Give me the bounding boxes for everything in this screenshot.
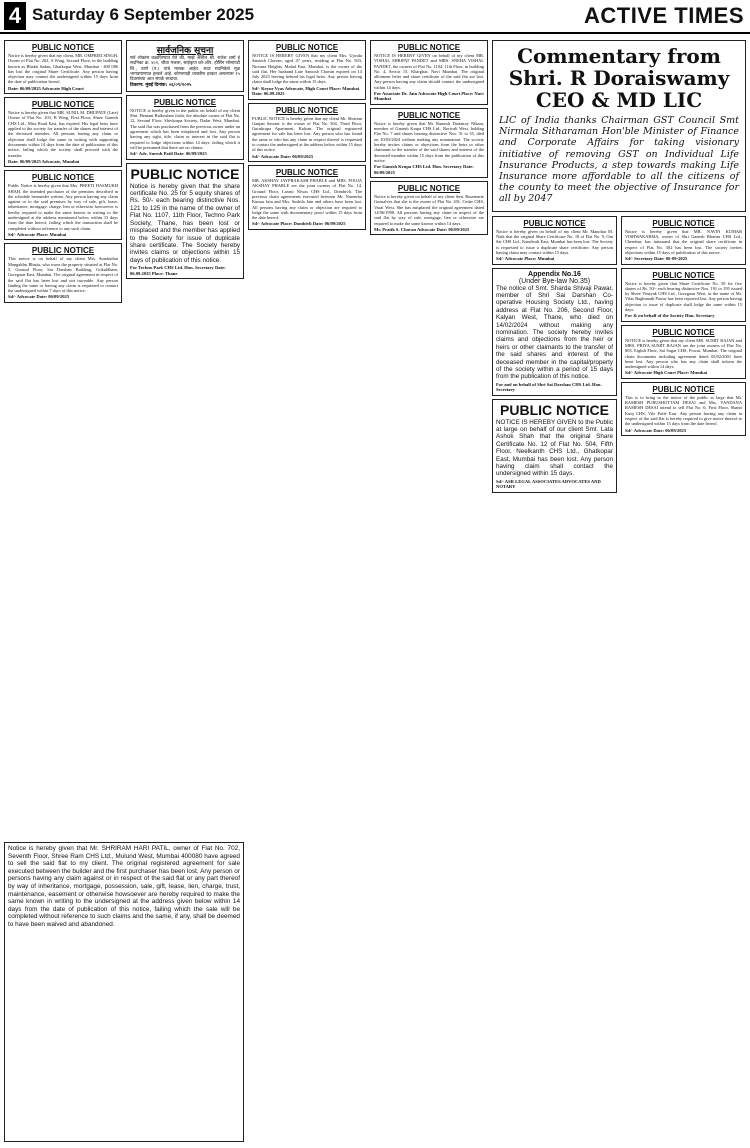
public-notice: [621, 216, 746, 265]
notice-body: Notice is hereby given that Mr. Ramesh Dattatray Nikam, member of Ganesh Krupa CHS Ltd., Borivali West, holding Flat No. 7 and shares bearing distinctive Nos. 31 to 35, died on 10/03/2024 without making any nomination. The society hereby invites claims or objections from the heirs or other claimants to the transfer of the said shares and interest of the deceased member within 15 days from the publication of this notice.: [374, 120, 484, 163]
commentary-designation: CEO & MD LIC: [535, 88, 703, 112]
public-notice: [4, 243, 122, 302]
notice-signature: For Associate Dr. Jain Advocate High Court Place: Navi Mumbai: [374, 91, 484, 102]
notice-title: PUBLIC NOTICE: [652, 327, 715, 337]
notice-body: This is to bring to the notice of the public at large that Mr. RAMESH PURUSHOTTAM DESAI and Mrs. VANDANA RAMESH DESAI intend to sell Flat No. 6, First Floor, Shanti Kunj CHS, Vile Parle East. Any person having any claim in respect of the said flat is hereby required to give notice thereof to the undersigned within 15 days from the date hereof.: [625, 394, 742, 427]
notice-title: PUBLIC NOTICE: [31, 246, 95, 256]
notice-body: NOTICE is hereby given that my client MR. SUMIT RAJAN and MRS. PRIYA SUMIT RAJAN are the joint owners of Flat No. 803, Eighth Floor, Sai Sagar CHS, Powai, Mumbai. The original chain documents including agreement dated 05/02/2001 have been lost. Any person who has any claim shall inform the undersigned within 14 days.: [625, 337, 742, 370]
notice-signature: Sd/- Advocate Place: Mumbai: [496, 256, 555, 262]
public-notice: [621, 382, 746, 436]
notice-body: Notice is hereby given that MR. SUNIL M. DHUPATE (Late) Owner of Flat No. 103, B Wing, First Floor, Shree Ganesh CHS Ltd., Mira Road East, has expired. His legal heirs have applied to the society for transfer of the shares and interest of the deceased member. All persons having any claim or objection shall lodge the same in writing with supporting documents within 14 days from the date of publication of this notice, failing which the society shall proceed with the transfer.: [8, 110, 118, 158]
hindi-public-notice: [126, 40, 244, 92]
notice-body: Notice is hereby given that Share Certificate No. 39 for five shares of Rs. 50/- each bearing distinctive Nos. 191 to 195 issued by Shree Vinayak CHS Ltd., Goregaon West, in the name of Mr. Vilas Raghunath Pawar has been reported lost. Any person having objection to issue of duplicate shall lodge the same within 15 days.: [625, 280, 742, 312]
notice-title: PUBLIC NOTICE: [31, 173, 95, 183]
notice-signature: Sd/- Advocate Date: 06/09/2025: [625, 427, 687, 433]
notice-signature: Sd/- Advocate High Court Place: Mumbai: [625, 370, 708, 376]
appendix-notice: [492, 268, 617, 396]
issue-date: Saturday 6 September 2025: [32, 5, 255, 24]
notice-body: Notice is hereby given on behalf of my client Smt. Rosemarie Gonsalves that she is the owner of Flat No. 201, Cedar CHS, Vasai West. She has misplaced the original agreement dated 12/06/1998. All persons having any claim in respect of the said flat by way of sale, mortgage, lien or otherwise are required to make the same known within 14 days.: [374, 194, 484, 226]
masthead: [0, 0, 750, 34]
notice-signature: Sd/- Secretary Date: 06-09-2025: [625, 256, 688, 262]
notice-body: MR. AKSHAY JAYPRAKASH PHARLE and MRS. POOJA AKSHAY PHARLE are the joint owners of Flat No. 14, Ground Floor, Laxmi Niwas CHS Ltd., Dombivli. The previous chain agreements executed between Mr. Narendra Kumar Jain and Mrs. Sushila Jain and others have been lost. All persons having any claim or objection are required to lodge the same with documentary proof within 15 days from the date hereof.: [252, 178, 362, 221]
sub-column-left: [492, 216, 617, 496]
column-4: [370, 40, 488, 238]
notice-body: NOTICE is hereby given to the public on behalf of my client Shri. Hemant Balkrishna Joshi, the absolute owner of Flat No. 12, Second Floor, Shivkrupa Society, Dadar West, Mumbai. The said flat was purchased from the previous owner under an agreement which has been misplaced and lost. Any person having any right, title, claim or interest in the said flat is required to lodge objections within 14 days, failing which it will be presumed that there are no claims.: [130, 107, 240, 150]
page-number: 4: [4, 2, 26, 30]
lic-commentary-box: [492, 40, 746, 212]
notice-title: PUBLIC NOTICE: [397, 184, 461, 194]
notice-signature: Sd/- Advocate Date: 06/09/2025: [252, 153, 314, 159]
notice-signature: Sd/- Advocate Date: 06/09/2025: [8, 294, 70, 300]
public-notice: [4, 97, 122, 167]
notice-title: सार्वजनिक सूचना: [156, 46, 214, 56]
notice-title: PUBLIC NOTICE: [652, 218, 715, 228]
public-notice: [248, 165, 366, 230]
notice-body: NOTICE IS HEREBY GIVEN on behalf of my client MR. VISHAL SHRIPAT PANDET and MRS. SNEHA VISHAL PANDET, the owners of Flat No. 1104, 11th Floor, in building No. 4, Sector 15, Kharghar, Navi Mumbai. The original allotment letter and share certificate of the said flat are lost. Any person having any claim should contact the undersigned within 14 days.: [374, 53, 484, 90]
notice-signature: Sd/- Advocate Place: Dombivli Date: 06/09/2025: [252, 221, 346, 227]
notice-signature: For Techno Park CHS Ltd. Hon. Secretary Date: 06.09.2025 Place: Thane: [130, 265, 226, 276]
notice-title: PUBLIC NOTICE: [275, 105, 339, 115]
notice-title: PUBLIC NOTICE: [31, 43, 95, 52]
column-2: [126, 40, 244, 282]
notice-signature: Date: 06/09/2025 Advocate, Mumbai: [8, 158, 80, 164]
commentary-text: LIC of India thanks Chairman GST Council Smt Nirmala Sitharaman Hon'ble Minister of Finance and Corporate Affairs for taking visionary initiative of removing GST on Individual Life Insurance Products, a step towards making Life Insurance more affordable to all the citizens of the county to meet the objective of Insurance for all by 2047: [499, 115, 739, 205]
notice-title: PUBLIC NOTICE: [275, 43, 339, 52]
notice-signature: Date: 06/09/2025 Advocate High Court: [8, 85, 84, 91]
notice-signature: Mr. Pratik S. Chavan Advocate Date: 06/09/2025: [374, 226, 470, 232]
notice-signature: Sd/- Keyur Vyas Advocate, High Court Place: Mumbai Date: 06.09.2025: [252, 85, 360, 97]
appendix-subtitle: (Under Bye-law No.35): [518, 277, 591, 285]
notice-title: PUBLIC NOTICE: [523, 218, 586, 228]
notice-title: PUBLIC NOTICE: [130, 165, 240, 182]
notice-body: Notice is hereby given that my client, MR. OMPRIEI SINGH, Owner of Flat No. 202, A Wing, Second Floor, in the building known as Bhakti Sadan, Ghatkopar West, Mumbai - 400 086 has lost the original Share Certificate. Any person having objection may contact the undersigned within 15 days from the date of publication hereof.: [8, 53, 118, 85]
public-notice: [370, 40, 488, 105]
notice-body: Notice is hereby given that Mr. SHRIRAM HARI PATIL, owner of Flat No. 702, Seventh Floor, Shree Ram CHS Ltd., Mulund West, Mumbai 400080 have agreed to sell the said flat to my client. The original registered agreement for sale executed between the builder and the first purchaser has been lost. Any person or persons having any claim against or in respect of the said flat or any part thereof by way of inheritance, mortgage, possession, sale, gift, lease, lien, charge, trust, maintenance, easement or otherwise howsoever are hereby required to make the same known in writing to the undersigned at the address given below within 14 days from the date of publication of this notice, failing which the sale will be completed without reference to such claims and the same, if any, shall be deemed to have been waived and abandoned.: [8, 845, 240, 928]
newspaper-brand: ACTIVE TIMES: [583, 3, 744, 28]
public-notice: [4, 170, 122, 240]
appendix-title: Appendix No.16: [528, 270, 581, 278]
column-1: [4, 40, 122, 306]
notice-signature: ठिकाण: मुंबई दिनांक: ०६/०९/२०२५: [130, 83, 192, 89]
commentary-author: Shri. R Doraiswamy: [508, 66, 730, 90]
public-notice: [126, 163, 244, 279]
public-notice: [4, 40, 122, 94]
notice-signature: For Ganesh Krupa CHS Ltd. Hon. Secretary Date: 06/09/2025: [374, 164, 474, 175]
notice-signature: Sd/- Advocate Place: Mumbai: [8, 231, 67, 237]
notice-body: Notice is hereby given on behalf of my client Mr. Manohar M. Naik that the original Share Certificate No. 18 of Flat No. 9, Om Sai CHS Ltd., Kandivali East, Mumbai has been lost. The Society is requested to issue a duplicate share certificate. Any person having claim may contact within 15 days.: [496, 228, 613, 255]
notice-title: PUBLIC NOTICE: [31, 100, 95, 110]
column-5: [492, 40, 746, 496]
notice-title: PUBLIC NOTICE: [275, 168, 339, 178]
notice-body: The notice of Smt. Sharda Shivaji Pawar, member of Shri Sai Darshan Co-operative Housing Society Ltd., having address at Flat No. 206, Second Floor, Kalyan West, Thane, who died on 14/02/2024 without making any nomination. The society hereby invites claims and objections from the heir or heirs or other claimants to the transfer of the said shares and interest of the deceased member in the capital/property of the society within a period of 15 days from the publication of this notice.: [496, 284, 613, 381]
notice-signature: For and on behalf of Shri Sai Darshan CHS Ltd. Hon. Secretary: [496, 381, 602, 393]
public-notice: [492, 216, 617, 265]
notice-signature: Sd/- Adv. Suresh Patil Date: 06/09/2025: [130, 151, 207, 157]
notice-signature: For & on behalf of the Society Hon. Secretary: [625, 313, 715, 319]
public-notice: [248, 40, 366, 100]
notice-title: PUBLIC NOTICE: [153, 97, 217, 107]
notice-body: Public Notice is hereby given that Mrs. PREETI HASMUKH SHAH, the intended purchaser of the premises described in the schedule hereunder written. Any person having any claim against or to the said premises by way of sale, gift, lease, inheritance, mortgage, charge, lien or otherwise howsoever is hereby required to make the same known in writing to the undersigned at the address mentioned below within 15 days from the date hereof, failing which the transaction shall be completed without reference to any such claim.: [8, 183, 118, 231]
public-notice: [370, 181, 488, 235]
notice-signature: Sd/- ASR LEGAL ASSOCIATES ADVOCATES AND NOTARY: [496, 478, 601, 490]
public-notice: [248, 103, 366, 162]
notice-body: This notice is on behalf of my client Mrs. Sundaribai Mangaldas Bhatia, who owns the property situated at Flat No. 5, Ground Floor, Sai Darshan Building, Gokuldham, Goregaon East, Mumbai. The original agreement in respect of the said flat has been lost and not traceable. Any person finding the same or having any claim is requested to contact the undersigned within 7 days of this notice.: [8, 256, 118, 294]
public-notice: [492, 399, 617, 493]
notice-body: Notice is hereby given that the share certificate No. 25 for 5 equity shares of Rs. 50/- each bearing distinctive Nos. 121 to 125 in the name of the owner of Flat No. 1107, 11th Floor, Techno Park Society, Thane, has been lost or misplaced and the member has applied to the Society for issue of duplicate share certificate. The Society hereby invites claims or objections within 15 days of publication of this notice.: [130, 182, 240, 264]
sub-column-right: [621, 216, 746, 496]
public-notice: [126, 95, 244, 160]
sub-columns: [492, 216, 746, 496]
notice-body: NOTICE IS HEREBY GIVEN to the Public at large on behalf of our client Smt. Lata Ashok Shah that the original Share Certificate No. 12 of Flat No. 504, Fifth Floor, Neelkanth CHS Ltd., Ghatkopar East, Mumbai has been lost. Any person having claim shall contact the undersigned within 15 days.: [496, 418, 613, 478]
commentary-heading: Commentary from: [517, 44, 721, 68]
bottom-wide-notice: [4, 842, 244, 1142]
column-3: [248, 40, 366, 233]
notice-body: सर्व लोकांस कळविण्यात येते की, माझे अशील श्री. राजेश शर्मा हे सदनिका क्र. ४०२, चौथा मजला, साईकृपा को-ऑप. हौसिंग सोसायटी लि., ठाणे (प.) यांचे मालक आहेत. सदर सदनिकेचे मूळ भागप्रमाणपत्र हरवले आहे. कोणत्याही व्यक्तीस हरकत असल्यास १५ दिवसांच्या आत संपर्क साधावा.: [130, 56, 240, 83]
notice-body: PUBLIC NOTICE is hereby given that my client Mr. Shriram Ganpat Sawant is the owner of Flat No. 304, Third Floor, Gurukrupa Apartment, Kalyan. The original registered agreement for sale has been lost. Any person who has found the same or who has any claim in respect thereof is requested to contact the undersigned at the address below within 15 days of this notice.: [252, 115, 362, 153]
notice-title: PUBLIC NOTICE: [652, 384, 715, 394]
notice-title: PUBLIC NOTICE: [500, 401, 609, 418]
notice-title: PUBLIC NOTICE: [397, 43, 461, 52]
notice-body: NOTICE IS HEREBY GIVEN that my client Mrs. Ujwala Santosh Chavan, aged 47 years, residing at Flat No. 503, Nirvana Heights, Malad East, Mumbai, is the owner of the said flat. Her husband Late Santosh Chavan expired on 14 July 2023 leaving behind his legal heirs. Any person having claim shall lodge the same within 15 days.: [252, 53, 362, 85]
notice-title: PUBLIC NOTICE: [652, 270, 715, 280]
notice-title: PUBLIC NOTICE: [397, 110, 461, 120]
notice-body: Notice is hereby given that MR. NAVIN KUMAR VISHWAKARMA, owner of Shri Ganesh Bhavan CHS Ltd., Chembur, has intimated that the original share certificate in respect of Flat No. 302 has been lost. The society invites objections within 15 days of publication of this notice.: [625, 228, 742, 255]
public-notice: [621, 268, 746, 322]
public-notice: [370, 108, 488, 178]
public-notice: [621, 325, 746, 379]
